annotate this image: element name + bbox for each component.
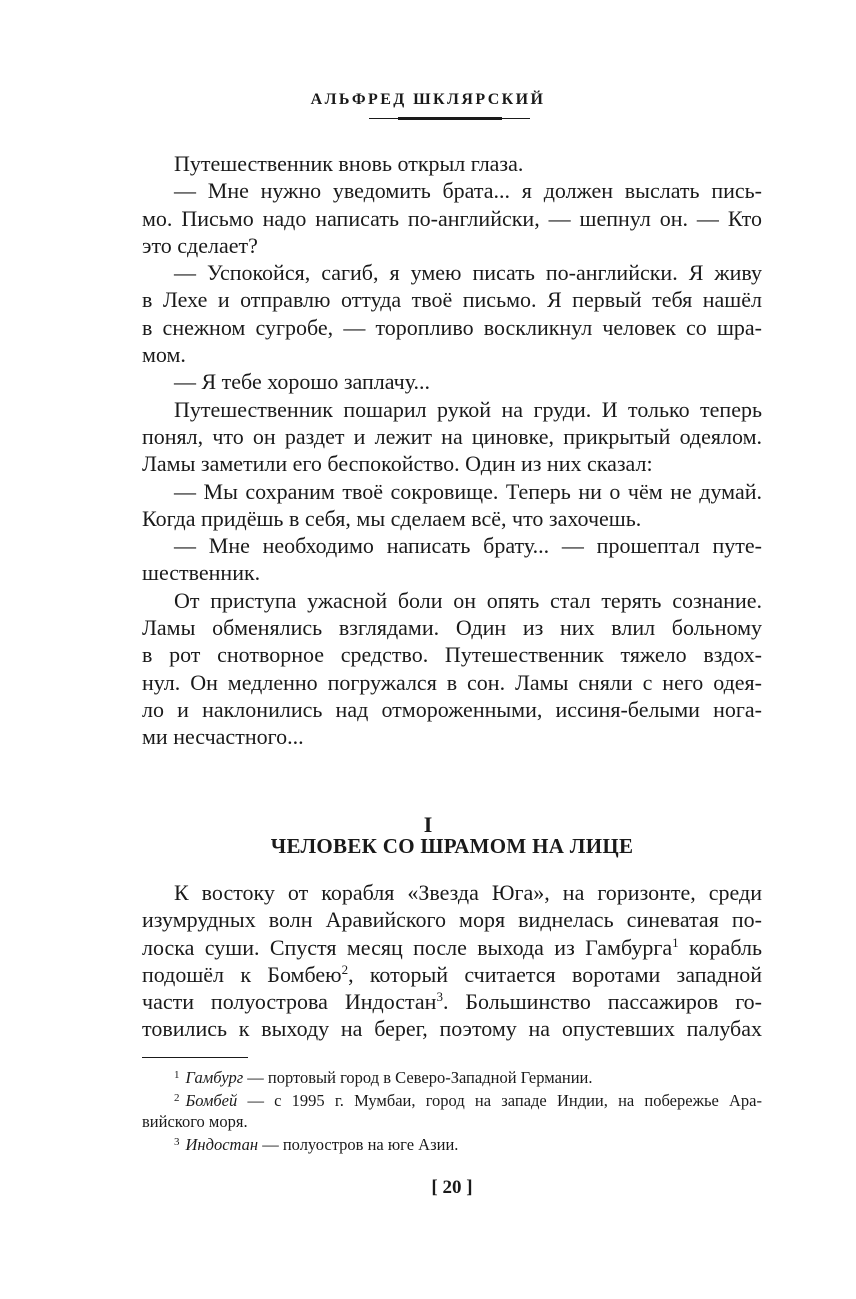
footnote-divider xyxy=(142,1057,248,1058)
text-line: От приступа ужасной боли он опять стал терять сознание. xyxy=(174,587,762,613)
chapter-text xyxy=(142,879,762,1043)
text-segment: части полуострова Индостан xyxy=(142,989,437,1015)
text-line: нул. Он медленно погружался в сон. Ламы сняли с него одея- xyxy=(142,669,762,695)
text-line: Когда придёшь в себя, мы сделаем всё, что захочешь. xyxy=(142,505,642,531)
footnote-number: 1 xyxy=(174,1069,180,1081)
text-segment: подошёл к Бомбею xyxy=(142,961,342,987)
text-line: мо. Письмо надо написать по-английски, — шепнул он. — Кто xyxy=(142,205,762,231)
chapter-title: ЧЕЛОВЕК СО ШРАМОМ НА ЛИЦЕ xyxy=(270,834,634,858)
footnote-text: — полуостров на юге Азии. xyxy=(258,1135,459,1154)
text-line xyxy=(142,988,762,1015)
text-line: мом. xyxy=(142,342,186,368)
text-line: Ламы обменялись взглядами. Один из них влил больному xyxy=(142,615,762,641)
footnote-ref: 1 xyxy=(672,934,679,950)
footnote-term: Индостан xyxy=(185,1135,259,1154)
text-line xyxy=(142,961,762,988)
footnote-ref: 2 xyxy=(341,961,349,977)
footnote-2 xyxy=(142,1088,762,1111)
text-segment: корабль xyxy=(678,934,762,960)
footnote-term: Гамбург xyxy=(185,1068,244,1087)
footnote-text: — портовый город в Северо-Западной Германии. xyxy=(243,1068,593,1087)
text-line: понял, что он раздет и лежит на циновке, прикрытый одеялом. xyxy=(142,423,762,449)
text-line: в рот снотворное средство. Путешественник тяжело вздох- xyxy=(142,642,762,668)
footnotes xyxy=(142,1065,762,1155)
chapter-number: I xyxy=(423,812,433,837)
text-line: Путешественник вновь открыл глаза. xyxy=(174,151,524,176)
text-line: шественник. xyxy=(142,560,261,586)
text-line: это сделает? xyxy=(142,232,258,258)
text-segment: , который считается воротами западной xyxy=(348,961,763,987)
page-number: [ 20 ] xyxy=(431,1177,473,1198)
text-line: изумрудных волн Аравийского моря виднелась синеватая по- xyxy=(142,907,762,933)
text-line: — Я тебе хорошо заплачу... xyxy=(174,369,430,395)
footnote-3 xyxy=(142,1132,762,1155)
text-line: ми несчастного... xyxy=(142,724,304,750)
footnote-ref: 3 xyxy=(436,989,443,1005)
text-line: Путешественник пошарил рукой на груди. И только теперь xyxy=(174,396,762,422)
text-line: — Мне нужно уведомить брата... я должен выслать пись- xyxy=(174,178,762,204)
text-line xyxy=(142,934,762,961)
text-line: К востоку от корабля «Звезда Юга», на горизонте, среди xyxy=(174,880,762,905)
running-title: АЛЬФРЕД ШКЛЯРСКИЙ xyxy=(310,91,546,108)
text-line: ло и наклонились над отмороженными, иссиня-белыми нога- xyxy=(142,696,762,722)
footnote-1 xyxy=(142,1065,762,1088)
text-line: Ламы заметили его беспокойство. Один из них сказал: xyxy=(142,451,653,477)
footnote-2-continuation: вийского моря. xyxy=(142,1112,248,1131)
footnote-term: Бомбей xyxy=(185,1091,238,1110)
footnote-number: 3 xyxy=(174,1136,180,1148)
footnote-number: 2 xyxy=(174,1092,180,1104)
header-rule-accent xyxy=(398,117,502,120)
text-line: — Мы сохраним твоё сокровище. Теперь ни о чём не думай. xyxy=(174,478,762,504)
text-line: — Успокойся, сагиб, я умею писать по-английски. Я живу xyxy=(174,260,762,286)
text-line: товились к выходу на берег, поэтому на опустевших палубах xyxy=(142,1016,762,1042)
text-segment: лоска суши. Спустя месяц после выхода из Гамбурга xyxy=(142,934,673,960)
text-line: — Мне необходимо написать брату... — прошептал путе- xyxy=(174,533,762,559)
text-line: в Лехе и отправлю оттуда твоё письмо. Я первый тебя нашёл xyxy=(142,287,762,313)
intro-text xyxy=(142,150,762,751)
text-segment: . Большинство пассажиров го- xyxy=(442,989,762,1015)
footnote-text: — с 1995 г. Мумбаи, город на западе Индии, на побережье Ара- xyxy=(237,1091,762,1110)
text-line: в снежном сугробе, — торопливо воскликнул человек со шра- xyxy=(142,314,762,340)
